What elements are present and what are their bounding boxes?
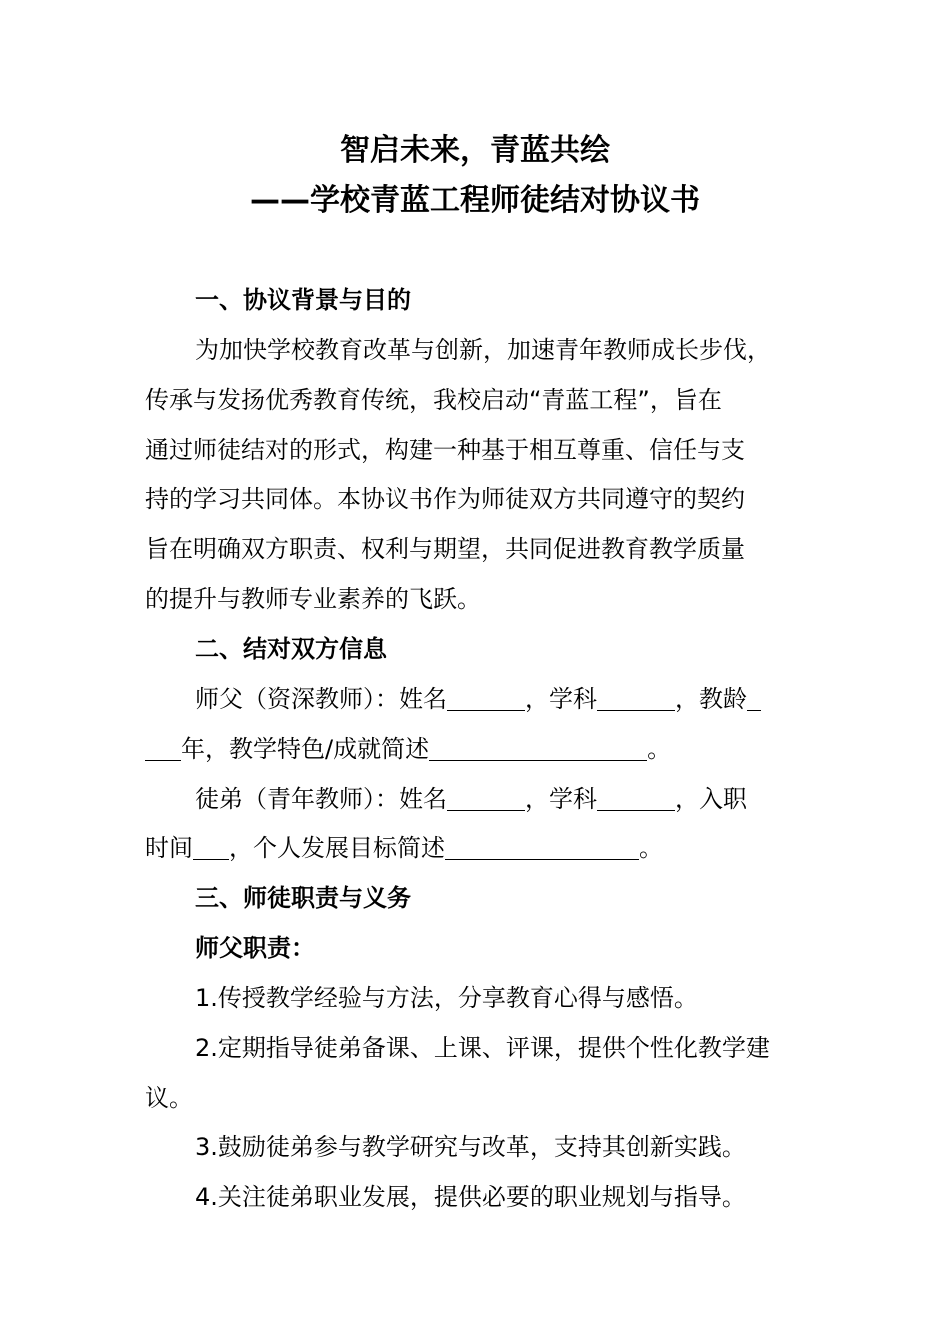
paragraph-line: 传承与发扬优秀教育传统，我校启动“青蓝工程”，旨在 [145,386,722,414]
apprentice-time-label: 时间 [145,834,193,862]
duty-item: 2.定期指导徒弟备课、上课、评课，提供个性化教学建 [195,1034,770,1062]
apprentice-name-label: 徒弟（青年教师）：姓名 [195,785,447,813]
master-achievement-label: 年，教学特色/成就简述 [181,735,430,763]
master-subject-blank[interactable] [597,686,675,711]
duty-item: 4.关注徒弟职业发展，提供必要的职业规划与指导。 [195,1183,746,1211]
master-end: 。 [647,735,672,763]
duty-item-continued: 议。 [145,1084,193,1112]
master-age-label: ，教龄 [675,685,747,713]
master-achievement-blank[interactable] [429,736,647,761]
master-duties-heading: 师父职责： [195,934,315,962]
master-info-line2 [145,734,825,764]
apprentice-name-blank[interactable] [447,786,525,811]
paragraph-line: 旨在明确双方职责、权利与期望，共同促进教育教学质量 [145,535,745,563]
master-info-line1 [195,684,875,714]
paragraph-line: 通过师徒结对的形式，构建一种基于相互尊重、信任与支 [145,436,745,464]
section2-heading: 二、结对双方信息 [195,635,387,663]
apprentice-subject-blank[interactable] [597,786,675,811]
apprentice-subject-label: ，学科 [525,785,597,813]
master-name-label: 师父（资深教师）：姓名 [195,685,447,713]
apprentice-info-line2 [145,833,825,863]
apprentice-info-line1 [195,784,875,814]
master-name-blank[interactable] [447,686,525,711]
apprentice-time-blank[interactable] [193,835,229,860]
paragraph-line: 为加快学校教育改革与创新，加速青年教师成长步伐， [195,336,771,364]
section1-heading: 一、协议背景与目的 [195,286,411,314]
master-subject-label: ，学科 [525,685,597,713]
apprentice-end: 。 [639,834,663,862]
apprentice-goal-blank[interactable] [445,835,639,860]
paragraph-line: 的提升与教师专业素养的飞跃。 [145,585,481,613]
apprentice-join-label: ，入职 [675,785,747,813]
duty-item: 3.鼓励徒弟参与教学研究与改革，支持其创新实践。 [195,1133,746,1161]
paragraph-line: 持的学习共同体。本协议书作为师徒双方共同遵守的契约 [145,485,745,513]
duty-item: 1.传授教学经验与方法，分享教育心得与感悟。 [195,984,698,1012]
master-age-blank-cont[interactable] [145,736,181,761]
document-title: 智启未来，青蓝共绘 [340,133,610,168]
document-subtitle: ——学校青蓝工程师徒结对协议书 [250,183,700,218]
apprentice-goal-label: ，个人发展目标简述 [229,834,445,862]
section3-heading: 三、师徒职责与义务 [195,884,411,912]
master-age-blank[interactable] [747,686,761,711]
